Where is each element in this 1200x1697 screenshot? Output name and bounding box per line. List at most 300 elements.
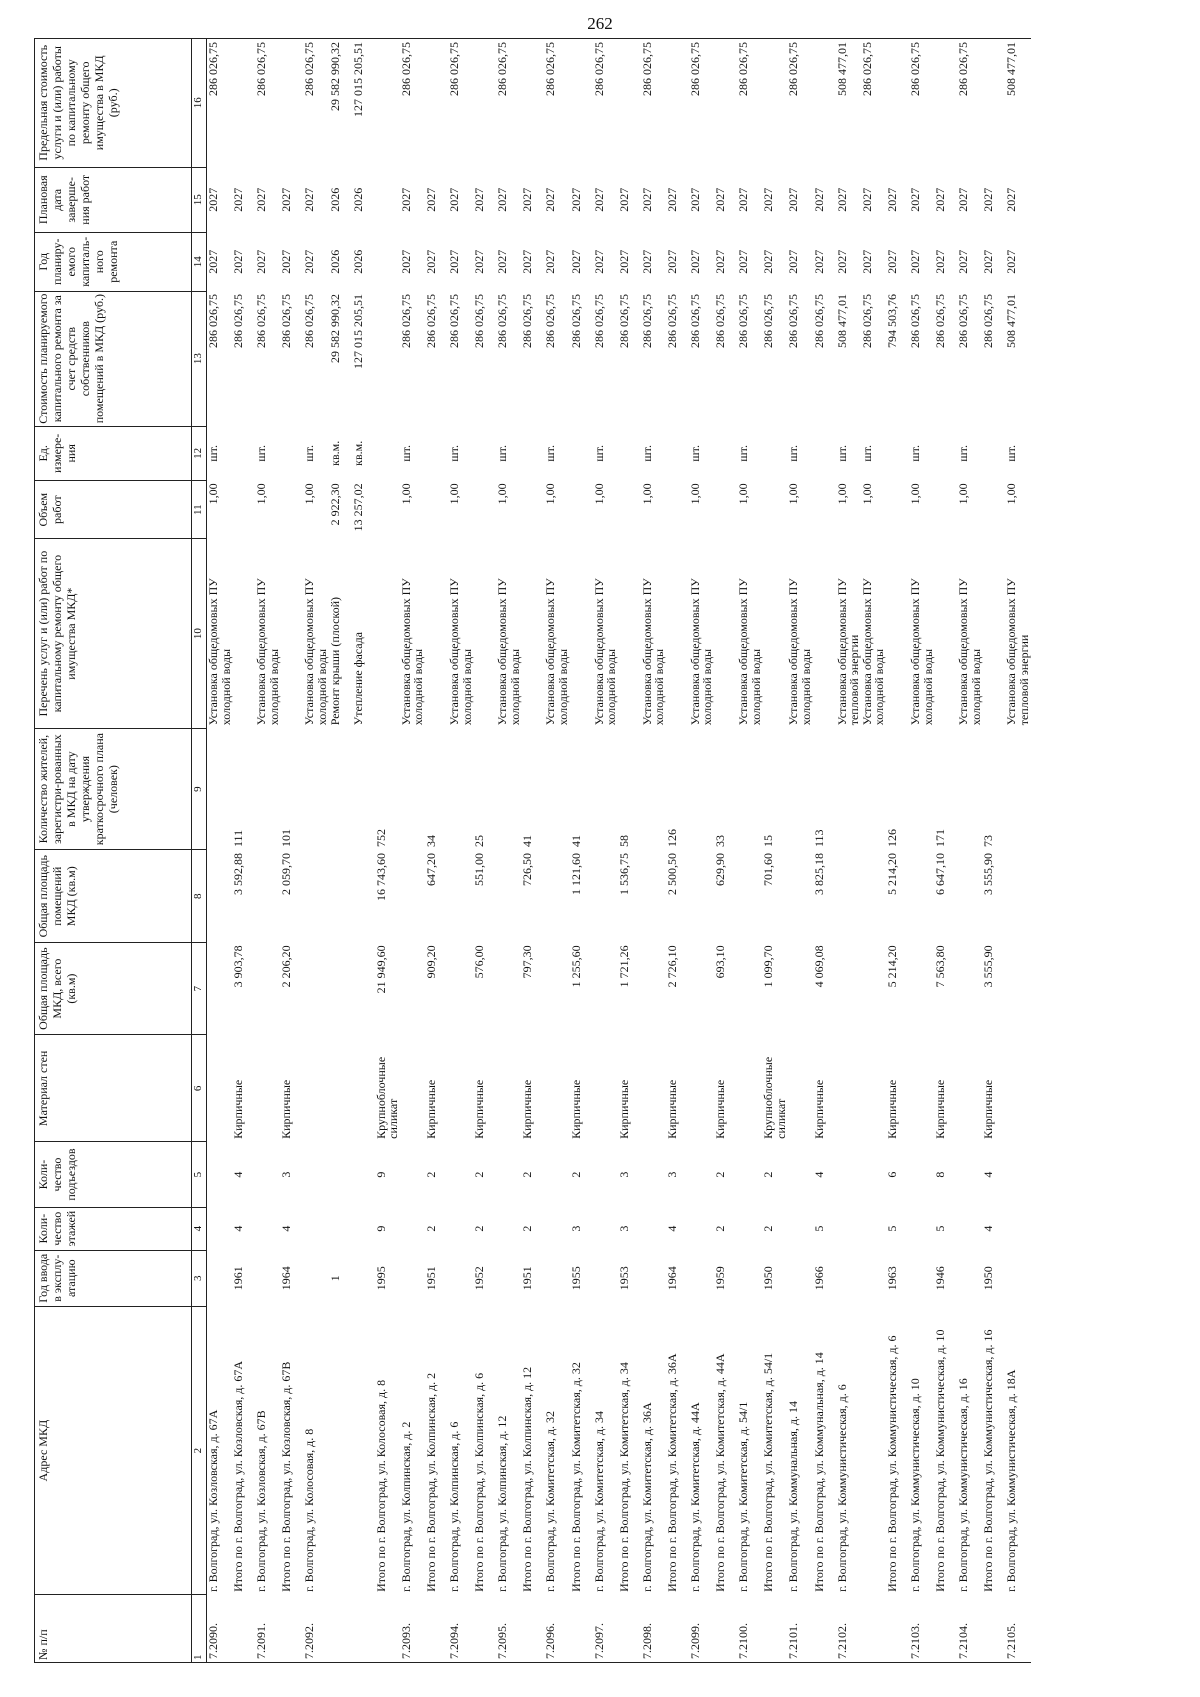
cell-repair-year: 2027 bbox=[254, 249, 269, 274]
cell-year-built: 1951 bbox=[520, 1266, 535, 1291]
cell-total-area: 3 903,78 bbox=[231, 945, 246, 988]
cell-row-number bbox=[352, 1595, 375, 1663]
cell-work-volume bbox=[570, 480, 593, 539]
cell-row-number: 7.2093. bbox=[400, 1595, 425, 1663]
cell-address: г. Волгоград, ул. Козловская, д. 67А bbox=[206, 1409, 220, 1592]
cell-max-cost: 286 026,75 bbox=[787, 39, 812, 168]
cell-max-cost: 508 477,01 bbox=[1005, 39, 1030, 168]
cell-work-description bbox=[280, 539, 303, 728]
cell-entrances bbox=[909, 1142, 934, 1207]
cell-residents: 41 bbox=[520, 835, 535, 847]
table-row bbox=[448, 39, 473, 1663]
cell-work-description bbox=[762, 539, 787, 728]
cell-premises-area bbox=[641, 850, 666, 942]
cell-work-description: Установка общедомовых ПУ холодной воды bbox=[206, 578, 233, 726]
col-header-works: Перечень услуг и (или) работ по капитальному ремонту общего имущества МКД* bbox=[35, 539, 192, 728]
cell-address: Итого по г. Волгоград, ул. Козловская, д. 67В bbox=[279, 1361, 294, 1592]
cell-residents bbox=[641, 728, 666, 850]
cell-residents: 34 bbox=[423, 835, 438, 847]
cell-repair-cost: 286 026,75 bbox=[616, 294, 631, 349]
cell-repair-year: 2027 bbox=[616, 249, 631, 274]
cell-max-cost: 29 582 990,32 bbox=[329, 39, 352, 168]
cell-repair-cost: 286 026,75 bbox=[279, 294, 294, 349]
cell-address: г. Волгоград, ул. Комитетская, д. 44А bbox=[687, 1402, 702, 1592]
table-row bbox=[909, 39, 934, 1663]
cell-work-description: Установка общедомовых ПУ холодной воды bbox=[687, 578, 715, 726]
table-row bbox=[329, 39, 352, 1663]
cell-wall-material bbox=[787, 1035, 812, 1142]
cell-residents bbox=[957, 728, 982, 850]
cell-year-built bbox=[861, 1250, 886, 1306]
cell-premises-area: 551,00 bbox=[472, 853, 487, 886]
cell-entrances: 2 bbox=[761, 1171, 776, 1178]
cell-year-built bbox=[303, 1250, 328, 1306]
cell-row-number: 7.2105. bbox=[1005, 1595, 1030, 1663]
cell-max-cost: 286 026,75 bbox=[689, 39, 714, 168]
cell-row-number bbox=[714, 1595, 737, 1663]
cell-completion-date: 2027 bbox=[908, 187, 922, 212]
cell-unit: шт. bbox=[786, 445, 801, 462]
table-row bbox=[400, 39, 425, 1663]
cell-repair-cost: 286 026,75 bbox=[302, 294, 317, 349]
cell-row-number bbox=[886, 1595, 909, 1663]
cell-work-volume bbox=[473, 480, 496, 539]
cell-max-cost bbox=[375, 39, 400, 168]
table-row bbox=[207, 39, 233, 1663]
cell-repair-year: 2027 bbox=[520, 249, 535, 274]
cell-total-area: 693,10 bbox=[713, 945, 728, 979]
cell-total-area bbox=[836, 942, 861, 1034]
cell-completion-date: 2027 bbox=[1004, 187, 1019, 212]
cell-residents: 15 bbox=[761, 835, 776, 847]
cell-total-area: 1 255,60 bbox=[568, 945, 583, 988]
table-row bbox=[666, 39, 689, 1663]
cell-address: Итого по г. Волгоград, ул. Коммунальная, д. 14 bbox=[811, 1352, 826, 1592]
cell-max-cost bbox=[473, 39, 496, 168]
cell-repair-cost: 286 026,75 bbox=[908, 294, 922, 349]
cell-completion-date: 2027 bbox=[591, 187, 606, 212]
table-row bbox=[934, 39, 957, 1663]
cell-unit bbox=[521, 426, 544, 480]
col-number: 10 bbox=[192, 539, 207, 728]
col-number: 8 bbox=[192, 850, 207, 942]
cell-entrances: 4 bbox=[231, 1171, 246, 1178]
cell-floors: 3 bbox=[616, 1225, 631, 1232]
cell-residents: 58 bbox=[616, 835, 631, 847]
cell-max-cost bbox=[813, 39, 836, 168]
cell-floors bbox=[255, 1207, 280, 1250]
cell-wall-material bbox=[448, 1035, 473, 1142]
cell-work-description: Установка общедомовых ПУ холодной воды bbox=[591, 578, 619, 726]
cell-work-volume: 1,00 bbox=[254, 483, 269, 505]
cell-year-built bbox=[207, 1250, 233, 1306]
cell-repair-year: 2027 bbox=[981, 249, 996, 274]
col-number: 4 bbox=[192, 1207, 207, 1250]
cell-total-area: 576,00 bbox=[472, 945, 487, 979]
col-number: 7 bbox=[192, 942, 207, 1034]
cell-total-area: 2 206,20 bbox=[279, 945, 294, 988]
cell-row-number: 7.2092. bbox=[303, 1595, 328, 1663]
cell-work-volume bbox=[813, 480, 836, 539]
cell-premises-area bbox=[593, 850, 618, 942]
cell-repair-year: 2027 bbox=[398, 249, 413, 274]
cell-total-area bbox=[255, 942, 280, 1034]
col-header-entrances: Коли-чество подъездов bbox=[35, 1142, 192, 1207]
col-number: 16 bbox=[192, 39, 207, 168]
cell-total-area bbox=[448, 942, 473, 1034]
cell-repair-cost: 286 026,75 bbox=[761, 294, 776, 349]
cell-unit bbox=[473, 426, 496, 480]
cell-work-volume: 2 922,30 bbox=[327, 483, 342, 526]
cell-entrances: 2 bbox=[472, 1171, 487, 1178]
cell-residents bbox=[352, 728, 375, 850]
cell-year-built bbox=[836, 1250, 861, 1306]
cell-unit bbox=[934, 426, 957, 480]
cell-completion-date: 2027 bbox=[811, 187, 826, 212]
cell-work-volume: 1,00 bbox=[908, 483, 922, 505]
cell-total-area: 797,30 bbox=[520, 945, 535, 979]
cell-residents: 171 bbox=[933, 829, 948, 847]
cell-row-number: 7.2103. bbox=[909, 1595, 934, 1663]
table-row bbox=[352, 39, 375, 1663]
cell-unit bbox=[813, 426, 836, 480]
cell-row-number bbox=[861, 1595, 886, 1663]
cell-repair-year: 2027 bbox=[736, 249, 751, 274]
cell-row-number bbox=[762, 1595, 787, 1663]
cell-total-area bbox=[737, 942, 762, 1034]
cell-completion-date: 2027 bbox=[495, 187, 510, 212]
table-row bbox=[303, 39, 328, 1663]
cell-unit: шт. bbox=[254, 445, 269, 462]
cell-repair-cost: 286 026,75 bbox=[398, 294, 413, 349]
cell-wall-material: Кирпичные bbox=[231, 1079, 246, 1139]
cell-address: Итого по г. Волгоград, ул. Комитетская, д. 54/1 bbox=[761, 1352, 776, 1592]
cell-work-description: Установка общедомовых ПУ холодной воды bbox=[859, 578, 887, 726]
cell-max-cost bbox=[982, 39, 1005, 168]
cell-row-number: 7.2091. bbox=[255, 1595, 280, 1663]
cell-wall-material bbox=[255, 1035, 280, 1142]
col-number: 6 bbox=[192, 1035, 207, 1142]
cell-unit bbox=[618, 426, 641, 480]
cell-total-area: 2 726,10 bbox=[664, 945, 679, 988]
cell-repair-cost: 286 026,75 bbox=[713, 294, 728, 349]
cell-unit: шт. bbox=[956, 445, 971, 462]
cell-unit: шт. bbox=[687, 445, 702, 462]
cell-unit: шт. bbox=[398, 445, 413, 462]
cell-work-description bbox=[886, 539, 909, 728]
cell-residents: 111 bbox=[231, 829, 246, 847]
cell-premises-area bbox=[861, 850, 886, 942]
cell-repair-year: 2027 bbox=[1004, 249, 1019, 274]
cell-wall-material bbox=[329, 1035, 352, 1142]
col-number: 1 bbox=[192, 1595, 207, 1663]
cell-repair-cost: 286 026,75 bbox=[206, 294, 220, 349]
cell-premises-area: 3 555,90 bbox=[981, 853, 996, 895]
cell-entrances bbox=[836, 1142, 861, 1207]
cell-repair-year: 2027 bbox=[761, 249, 776, 274]
cell-year-built bbox=[737, 1250, 762, 1306]
cell-entrances bbox=[861, 1142, 886, 1207]
cell-total-area bbox=[496, 942, 521, 1034]
cell-residents bbox=[689, 728, 714, 850]
cell-work-volume bbox=[521, 480, 544, 539]
cell-address: г. Волгоград, ул. Колпинская, д. 6 bbox=[446, 1421, 461, 1592]
cell-max-cost: 286 026,75 bbox=[255, 39, 280, 168]
cell-entrances: 2 bbox=[423, 1171, 438, 1178]
cell-repair-cost: 286 026,75 bbox=[254, 294, 269, 349]
table-row bbox=[521, 39, 544, 1663]
cell-repair-year: 2027 bbox=[568, 249, 583, 274]
cell-unit bbox=[280, 426, 303, 480]
cell-work-volume: 1,00 bbox=[302, 483, 317, 505]
cell-repair-year: 2027 bbox=[811, 249, 826, 274]
cell-floors: 4 bbox=[981, 1225, 996, 1232]
cell-premises-area: 701,60 bbox=[761, 853, 776, 886]
cell-completion-date: 2027 bbox=[933, 187, 948, 212]
cell-total-area bbox=[641, 942, 666, 1034]
cell-total-area bbox=[787, 942, 812, 1034]
column-number-row bbox=[192, 39, 207, 1663]
cell-row-number: 7.2100. bbox=[737, 1595, 762, 1663]
cell-premises-area bbox=[544, 850, 569, 942]
col-header-completion-date: Плановая дата заверше-ния работ bbox=[35, 167, 192, 232]
cell-work-volume: 1,00 bbox=[956, 483, 971, 505]
cell-entrances: 3 bbox=[279, 1171, 294, 1178]
cell-address: Итого по г. Волгоград, ул. Колпинская, д. 12 bbox=[520, 1366, 535, 1592]
cell-residents bbox=[303, 728, 328, 850]
cell-floors bbox=[329, 1207, 352, 1250]
cell-year-built bbox=[593, 1250, 618, 1306]
cell-work-volume bbox=[232, 480, 255, 539]
cell-completion-date: 2027 bbox=[398, 187, 413, 212]
cell-work-volume: 1,00 bbox=[786, 483, 801, 505]
cell-floors: 3 bbox=[568, 1225, 583, 1232]
col-header-volume: Объем работ bbox=[35, 480, 192, 539]
cell-work-volume bbox=[934, 480, 957, 539]
cell-floors bbox=[352, 1207, 375, 1250]
cell-wall-material: Кирпичные bbox=[279, 1079, 294, 1139]
cell-unit: шт. bbox=[495, 445, 510, 462]
cell-completion-date: 2027 bbox=[279, 187, 294, 212]
cell-row-number: 7.2095. bbox=[496, 1595, 521, 1663]
cell-entrances: 3 bbox=[664, 1171, 679, 1178]
cell-year-built bbox=[400, 1250, 425, 1306]
col-number: 5 bbox=[192, 1142, 207, 1207]
cell-max-cost: 286 026,75 bbox=[641, 39, 666, 168]
cell-completion-date: 2027 bbox=[520, 187, 535, 212]
cell-entrances: 3 bbox=[616, 1171, 631, 1178]
cell-floors: 5 bbox=[885, 1225, 899, 1232]
cell-residents: 113 bbox=[811, 829, 826, 847]
cell-residents bbox=[400, 728, 425, 850]
cell-floors bbox=[303, 1207, 328, 1250]
cell-repair-cost: 286 026,75 bbox=[736, 294, 751, 349]
cell-total-area: 7 563,80 bbox=[933, 945, 948, 988]
cell-total-area bbox=[689, 942, 714, 1034]
cell-repair-year: 2026 bbox=[327, 249, 342, 274]
cell-floors bbox=[1005, 1207, 1030, 1250]
cell-residents: 41 bbox=[568, 835, 583, 847]
cell-work-description bbox=[934, 539, 957, 728]
cell-repair-cost: 29 582 990,32 bbox=[327, 294, 342, 364]
cell-work-description bbox=[982, 539, 1005, 728]
table-row bbox=[813, 39, 836, 1663]
cell-work-description: Установка общедомовых ПУ холодной воды bbox=[908, 578, 935, 726]
cell-address: Итого по г. Волгоград, ул. Комитетская, д. 44А bbox=[713, 1353, 728, 1592]
cell-floors: 2 bbox=[520, 1225, 535, 1232]
cell-year-built: 1964 bbox=[279, 1266, 294, 1291]
cell-work-description: Установка общедомовых ПУ холодной воды bbox=[543, 578, 570, 726]
cell-total-area: 3 555,90 bbox=[981, 945, 996, 988]
cell-completion-date: 2027 bbox=[446, 187, 461, 212]
cell-repair-year bbox=[375, 232, 400, 291]
cell-address: г. Волгоград, ул. Колосовая, д. 8 bbox=[302, 1428, 317, 1592]
cell-repair-cost: 508 477,01 bbox=[1004, 294, 1019, 349]
cell-repair-year: 2027 bbox=[495, 249, 510, 274]
cell-wall-material bbox=[1005, 1035, 1030, 1142]
cell-premises-area: 3 592,88 bbox=[231, 853, 246, 895]
cell-residents bbox=[836, 728, 861, 850]
cell-address: Итого по г. Волгоград, ул. Колпинская, д. 2 bbox=[423, 1372, 438, 1592]
cell-total-area: 1 099,70 bbox=[761, 945, 776, 988]
cell-address: г. Волгоград, ул. Комитетская, д. 32 bbox=[543, 1410, 558, 1592]
cell-year-built bbox=[448, 1250, 473, 1306]
cell-completion-date: 2027 bbox=[231, 187, 246, 212]
cell-completion-date: 2027 bbox=[981, 187, 996, 212]
cell-completion-date: 2027 bbox=[543, 187, 558, 212]
table-row bbox=[861, 39, 886, 1663]
cell-wall-material bbox=[909, 1035, 934, 1142]
cell-address: г. Волгоград, ул. Коммунистическая, д. 10 bbox=[908, 1378, 922, 1592]
cell-wall-material: Кирпичные bbox=[616, 1079, 631, 1139]
col-number: 2 bbox=[192, 1306, 207, 1595]
cell-repair-year: 2026 bbox=[350, 249, 365, 274]
cell-completion-date: 2026 bbox=[350, 187, 365, 212]
cell-address: г. Волгоград, ул. Козловская, д. 67В bbox=[254, 1410, 269, 1592]
cell-work-volume bbox=[618, 480, 641, 539]
cell-residents bbox=[861, 728, 886, 850]
cell-completion-date: 2027 bbox=[423, 187, 438, 212]
cell-year-built: 1952 bbox=[472, 1266, 487, 1291]
cell-address: Итого по г. Волгоград, ул. Комитетская, д. 36А bbox=[664, 1353, 679, 1592]
cell-completion-date: 2027 bbox=[639, 187, 654, 212]
cell-entrances: 2 bbox=[568, 1171, 583, 1178]
cell-year-built bbox=[909, 1250, 934, 1306]
table-body bbox=[207, 39, 1031, 1663]
cell-repair-cost: 508 477,01 bbox=[834, 294, 849, 349]
cell-entrances bbox=[207, 1142, 233, 1207]
cell-year-built: 1963 bbox=[885, 1266, 899, 1291]
cell-floors bbox=[496, 1207, 521, 1250]
cell-repair-cost: 127 015 205,51 bbox=[350, 294, 365, 370]
cell-max-cost bbox=[425, 39, 448, 168]
cell-work-volume: 1,00 bbox=[834, 483, 849, 505]
cell-unit: шт. bbox=[206, 445, 220, 462]
cell-row-number: 7.2101. bbox=[787, 1595, 812, 1663]
cell-floors bbox=[836, 1207, 861, 1250]
cell-wall-material: Кирпичные bbox=[933, 1079, 948, 1139]
cell-work-description: Ремонт крыши (плоской) bbox=[327, 596, 342, 726]
cell-unit bbox=[982, 426, 1005, 480]
cell-address: Итого по г. Волгоград, ул. Комитетская, д. 32 bbox=[568, 1362, 583, 1592]
cell-completion-date: 2027 bbox=[885, 187, 899, 212]
cell-repair-cost: 286 026,75 bbox=[520, 294, 535, 349]
cell-floors bbox=[909, 1207, 934, 1250]
cell-completion-date bbox=[375, 167, 400, 232]
cell-entrances bbox=[593, 1142, 618, 1207]
cell-total-area bbox=[544, 942, 569, 1034]
col-number: 9 bbox=[192, 728, 207, 850]
cell-max-cost: 286 026,75 bbox=[400, 39, 425, 168]
table-row bbox=[737, 39, 762, 1663]
cell-premises-area bbox=[689, 850, 714, 942]
cell-max-cost bbox=[934, 39, 957, 168]
table-row bbox=[232, 39, 255, 1663]
cell-total-area bbox=[400, 942, 425, 1034]
cell-residents bbox=[329, 728, 352, 850]
cell-address: г. Волгоград, ул. Комитетская, д. 36А bbox=[639, 1402, 654, 1592]
cell-unit bbox=[666, 426, 689, 480]
cell-work-description bbox=[813, 539, 836, 728]
cell-wall-material: Кирпичные bbox=[811, 1079, 826, 1139]
cell-repair-year: 2027 bbox=[543, 249, 558, 274]
cell-residents bbox=[787, 728, 812, 850]
cell-floors bbox=[861, 1207, 886, 1250]
cell-address: г. Волгоград, ул. Комитетская, д. 34 bbox=[591, 1410, 606, 1592]
cell-unit bbox=[425, 426, 448, 480]
cell-completion-date: 2027 bbox=[713, 187, 728, 212]
table-row bbox=[618, 39, 641, 1663]
cell-year-built: 1959 bbox=[713, 1266, 728, 1291]
cell-wall-material: Кирпичные bbox=[885, 1079, 899, 1139]
cell-work-volume bbox=[425, 480, 448, 539]
cell-repair-year: 2027 bbox=[472, 249, 487, 274]
table-row bbox=[425, 39, 448, 1663]
cell-work-description bbox=[618, 539, 641, 728]
cell-work-description bbox=[521, 539, 544, 728]
cell-total-area bbox=[207, 942, 233, 1034]
cell-entrances bbox=[787, 1142, 812, 1207]
cell-work-volume: 1,00 bbox=[398, 483, 413, 505]
cell-row-number: 7.2104. bbox=[957, 1595, 982, 1663]
cell-work-description bbox=[570, 539, 593, 728]
cell-entrances bbox=[329, 1142, 352, 1207]
col-number: 3 bbox=[192, 1250, 207, 1306]
cell-entrances bbox=[957, 1142, 982, 1207]
cell-repair-cost: 286 026,75 bbox=[687, 294, 702, 349]
cell-row-number: 7.2097. bbox=[593, 1595, 618, 1663]
cell-wall-material bbox=[957, 1035, 982, 1142]
col-header-repair-year: Год планиру-емого капиталь-ного ремонта bbox=[35, 232, 192, 291]
cell-work-description: Установка общедомовых ПУ холодной воды bbox=[495, 578, 522, 726]
cell-entrances bbox=[448, 1142, 473, 1207]
col-header-address: Адрес МКД bbox=[35, 1306, 192, 1595]
cell-total-area: 5 214,20 bbox=[885, 945, 899, 988]
cell-completion-date: 2027 bbox=[664, 187, 679, 212]
col-header-floors: Коли-чество этажей bbox=[35, 1207, 192, 1250]
cell-floors bbox=[207, 1207, 233, 1250]
cell-address: г. Волгоград, ул. Колпинская, д. 12 bbox=[495, 1415, 510, 1592]
cell-row-number bbox=[618, 1595, 641, 1663]
cell-year-built bbox=[544, 1250, 569, 1306]
cell-residents bbox=[909, 728, 934, 850]
cell-completion-date: 2027 bbox=[687, 187, 702, 212]
cell-work-description bbox=[666, 539, 689, 728]
cell-residents bbox=[737, 728, 762, 850]
cell-row-number bbox=[280, 1595, 303, 1663]
cell-address: г. Волгоград, ул. Коммунальная, д. 14 bbox=[786, 1400, 801, 1592]
cell-row-number bbox=[521, 1595, 544, 1663]
